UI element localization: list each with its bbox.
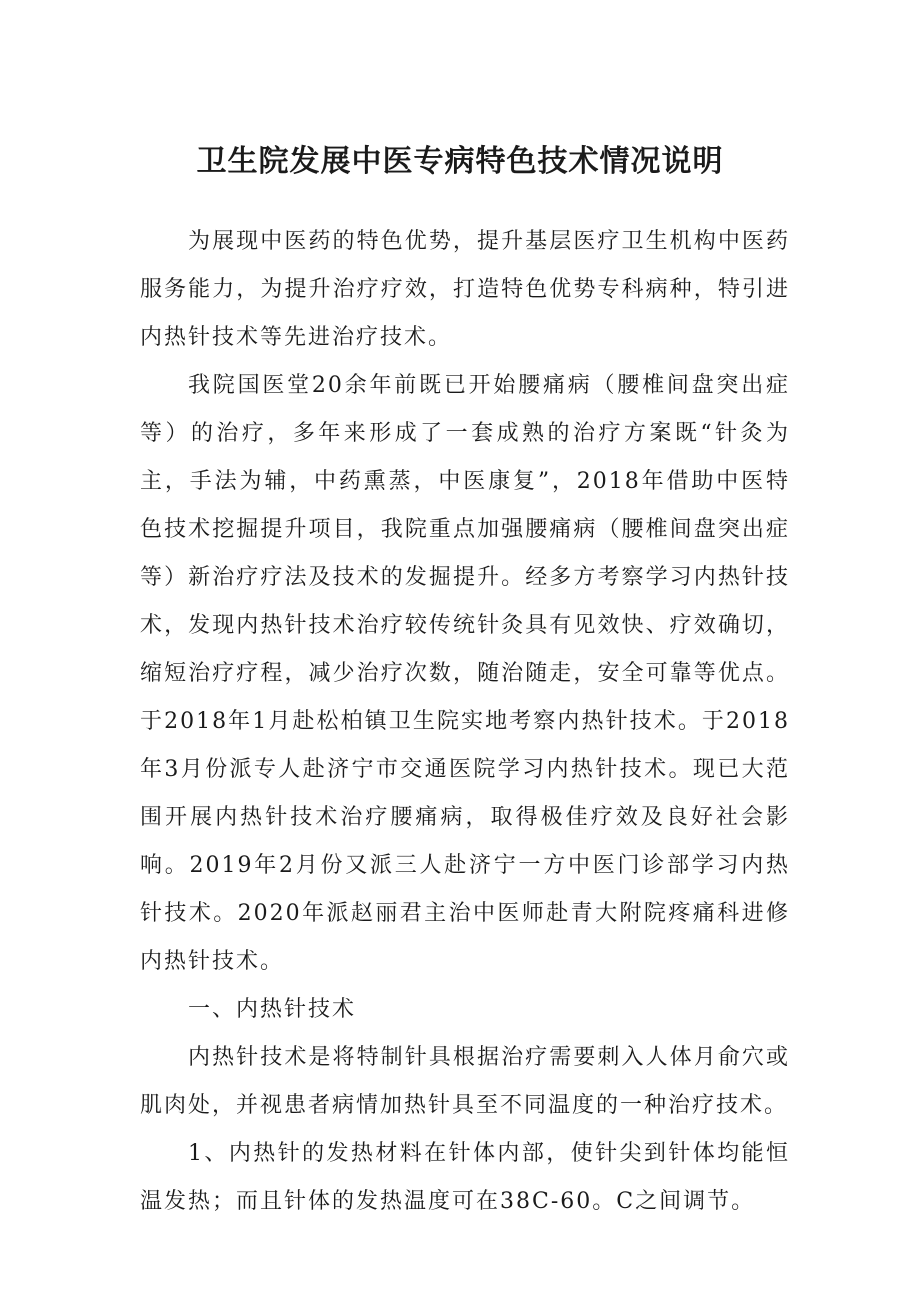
- paragraph-item-1: 1、内热针的发热材料在针体内部，使针尖到针体均能恒温发热；而且针体的发热温度可在38C-60。C之间调节。: [140, 1141, 790, 1214]
- paragraph-intro: 为展现中医药的特色优势，提升基层医疗卫生机构中医药服务能力，为提升治疗疗效，打造特色优势专科病种，特引进内热针技术等先进治疗技术。: [140, 229, 790, 350]
- document-body: [140, 218, 790, 1226]
- section-heading-1: 一、内热针技术: [188, 997, 357, 1022]
- paragraph-definition: 内热针技术是将特制针具根据治疗需要刺入人体月俞穴或肌肉处，并视患者病情加热针具至不同温度的一种治疗技术。: [140, 1045, 790, 1118]
- paragraph-history: 我院国医堂20余年前既已开始腰痛病（腰椎间盘突出症等）的治疗，多年来形成了一套成熟的治疗方案既“针灸为主，手法为辅，中药熏蒸，中医康复”，2018年借助中医特色技术挖掘提升项目，我院重点加强腰痛病（腰椎间盘突出症等）新治疗疗法及技术的发掘提升。经多方考察学习内热针技术，发现内热针技术治疗较传统针灸具有见效快、疗效确切，缩短治疗疗程，减少治疗次数，随治随走，安全可靠等优点。于2018年1月赴松柏镇卫生院实地考察内热针技术。于2018年3月份派专人赴济宁市交通医院学习内热针技术。现已大范围开展内热针技术治疗腰痛病，取得极佳疗效及良好社会影响。2019年2月份又派三人赴济宁一方中医门诊部学习内热针技术。2020年派赵丽君主治中医师赴青大附院疼痛科进修内热针技术。: [140, 373, 790, 974]
- document-title: 卫生院发展中医专病特色技术情况说明: [196, 144, 724, 179]
